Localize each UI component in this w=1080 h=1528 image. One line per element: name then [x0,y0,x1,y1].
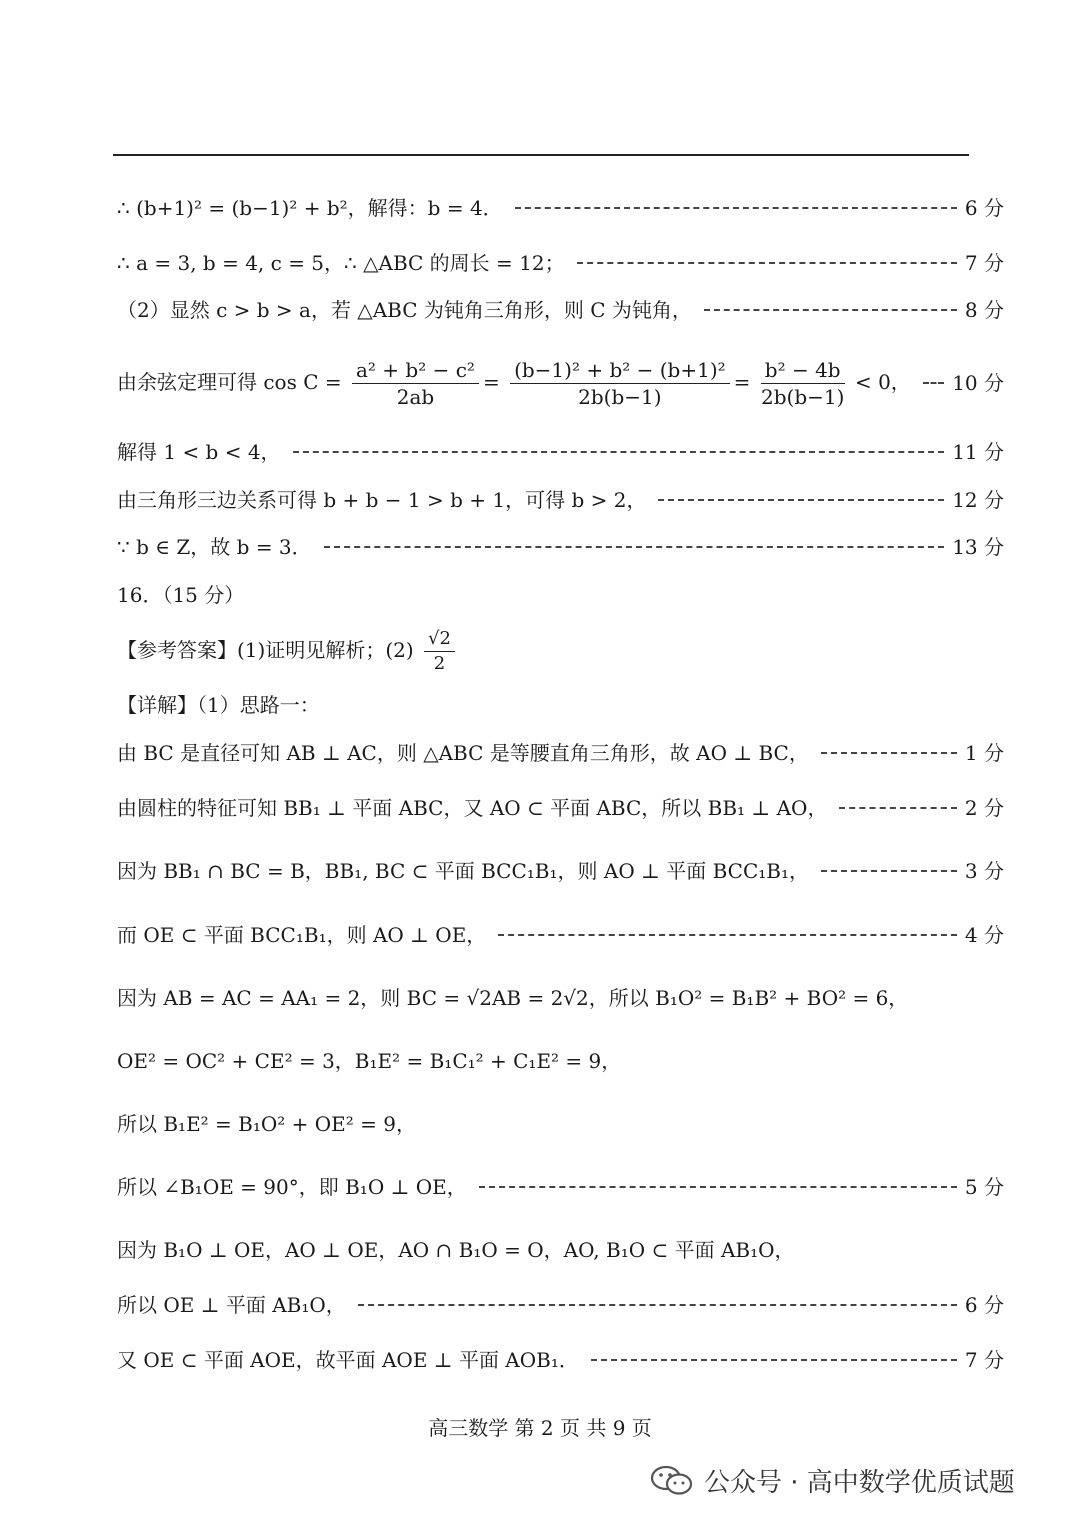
question-16-heading: 16．（15 分） [117,583,245,607]
reference-answer: 【参考答案】(1)证明见解析；(2) $\frac{√2}{2}$ [117,626,1004,676]
dot-leader [577,262,957,264]
proof-line-10: 所以 OE ⊥ 平面 AB₁O， 6 分 [117,1293,1004,1317]
proof-line-7: 所以 B₁E² = B₁O² + OE² = 9， [117,1112,416,1136]
score-mark: 7 分 [964,1348,1004,1372]
proof-line-3: 因为 BB₁ ∩ BC = B，BB₁, BC ⊂ 平面 BCC₁B₁，则 AO ⊥ 平面 BCC₁B₁， 3 分 [117,859,1004,883]
dot-leader [358,1304,957,1306]
dot-leader [658,499,944,501]
watermark [650,1462,1015,1499]
proof-line-1: 由 BC 是直径可知 AB ⊥ AC，则 △ABC 是等腰直角三角形，故 AO ⊥ BC， 1 分 [117,741,1004,765]
header-rule [113,154,969,156]
score-mark: 2 分 [964,796,1004,820]
dot-leader [923,382,944,384]
proof-line-4: 而 OE ⊂ 平面 BCC₁B₁，则 AO ⊥ OE， 4 分 [117,923,1004,947]
score-mark: 7 分 [964,251,1004,275]
dot-leader [293,451,945,453]
solution-line-5: 解得 1 < b < 4， 11 分 [117,440,1004,464]
score-mark: 6 分 [964,1293,1004,1317]
solution-line-2: ∴ a = 3, b = 4, c = 5，∴ △ABC 的周长 = 12； 7 分 [117,251,1004,275]
dot-leader [324,546,945,548]
score-mark: 3 分 [964,859,1004,883]
solution-line-1: ∴ (b+1)² = (b−1)² + b²，解得：b = 4． 6 分 [117,196,1004,220]
proof-line-8: 所以 ∠B₁OE = 90°，即 B₁O ⊥ OE， 5 分 [117,1175,1004,1199]
proof-line-5: 因为 AB = AC = AA₁ = 2，则 BC = √2AB = 2√2，所以 B₁O² = B₁B² + BO² = 6， [117,986,909,1010]
score-mark: 13 分 [952,535,1004,559]
proof-line-2: 由圆柱的特征可知 BB₁ ⊥ 平面 ABC，又 AO ⊂ 平面 ABC，所以 BB₁ ⊥ AO， 2 分 [117,796,1004,820]
dot-leader [498,934,957,936]
dot-leader [591,1359,957,1361]
dot-leader [839,807,956,809]
cosine-law-line: 由余弦定理可得 cos C = $\frac{\text{a² + b² − c²}}{2ab}$ = $\frac{\text{(b−1)² + b² − (b+1)²}}{2b(b-1)}$ = $\frac{\text{b² − 4b}}{2b(b-1)}$ < 0， 10 分 [117,357,1004,409]
dot-leader [515,207,957,209]
score-mark: 1 分 [964,741,1004,765]
watermark-text: 公众号 · 高中数学优质试题 [704,1468,1015,1498]
dot-leader [479,1186,957,1188]
score-mark: 10 分 [952,371,1004,395]
solution-line-6: 由三角形三边关系可得 b + b − 1 > b + 1，可得 b > 2， 12 分 [117,488,1004,512]
dot-leader [704,309,957,311]
fraction-1: $\frac{\text{a² + b² − c²}}{2ab}$ [352,360,479,407]
dot-leader [821,870,957,872]
score-mark: 11 分 [952,440,1004,464]
proof-line-6: OE² = OC² + CE² = 3，B₁E² = B₁C₁² + C₁E² = 9， [117,1049,622,1073]
score-mark: 5 分 [964,1175,1004,1199]
score-mark: 4 分 [964,923,1004,947]
solution-line-7: ∵ b ∈ Z，故 b = 3． 13 分 [117,535,1004,559]
score-mark: 8 分 [964,298,1004,322]
solution-line-3: （2）显然 c > b > a，若 △ABC 为钝角三角形，则 C 为钝角， 8 分 [117,298,1004,322]
detail-heading: 【详解】（1）思路一： [117,693,320,717]
score-mark: 12 分 [952,488,1004,512]
answer-fraction: $\frac{√2}{2}$ [424,630,455,673]
proof-line-9: 因为 B₁O ⊥ OE，AO ⊥ OE，AO ∩ B₁O = O，AO, B₁O ⊂ 平面 AB₁O， [117,1238,795,1262]
page-footer: 高三数学 第 2 页 共 9 页 [428,1416,652,1440]
wechat-icon [650,1464,694,1498]
score-mark: 6 分 [964,196,1004,220]
fraction-3: $\frac{\text{b² − 4b}}{2b(b-1)}$ [760,357,845,409]
proof-line-11: 又 OE ⊂ 平面 AOE，故平面 AOE ⊥ 平面 AOB₁． 7 分 [117,1348,1004,1372]
fraction-2: $\frac{\text{(b−1)² + b² − (b+1)²}}{2b(b-1)}$ [510,360,730,407]
dot-leader [821,752,957,754]
